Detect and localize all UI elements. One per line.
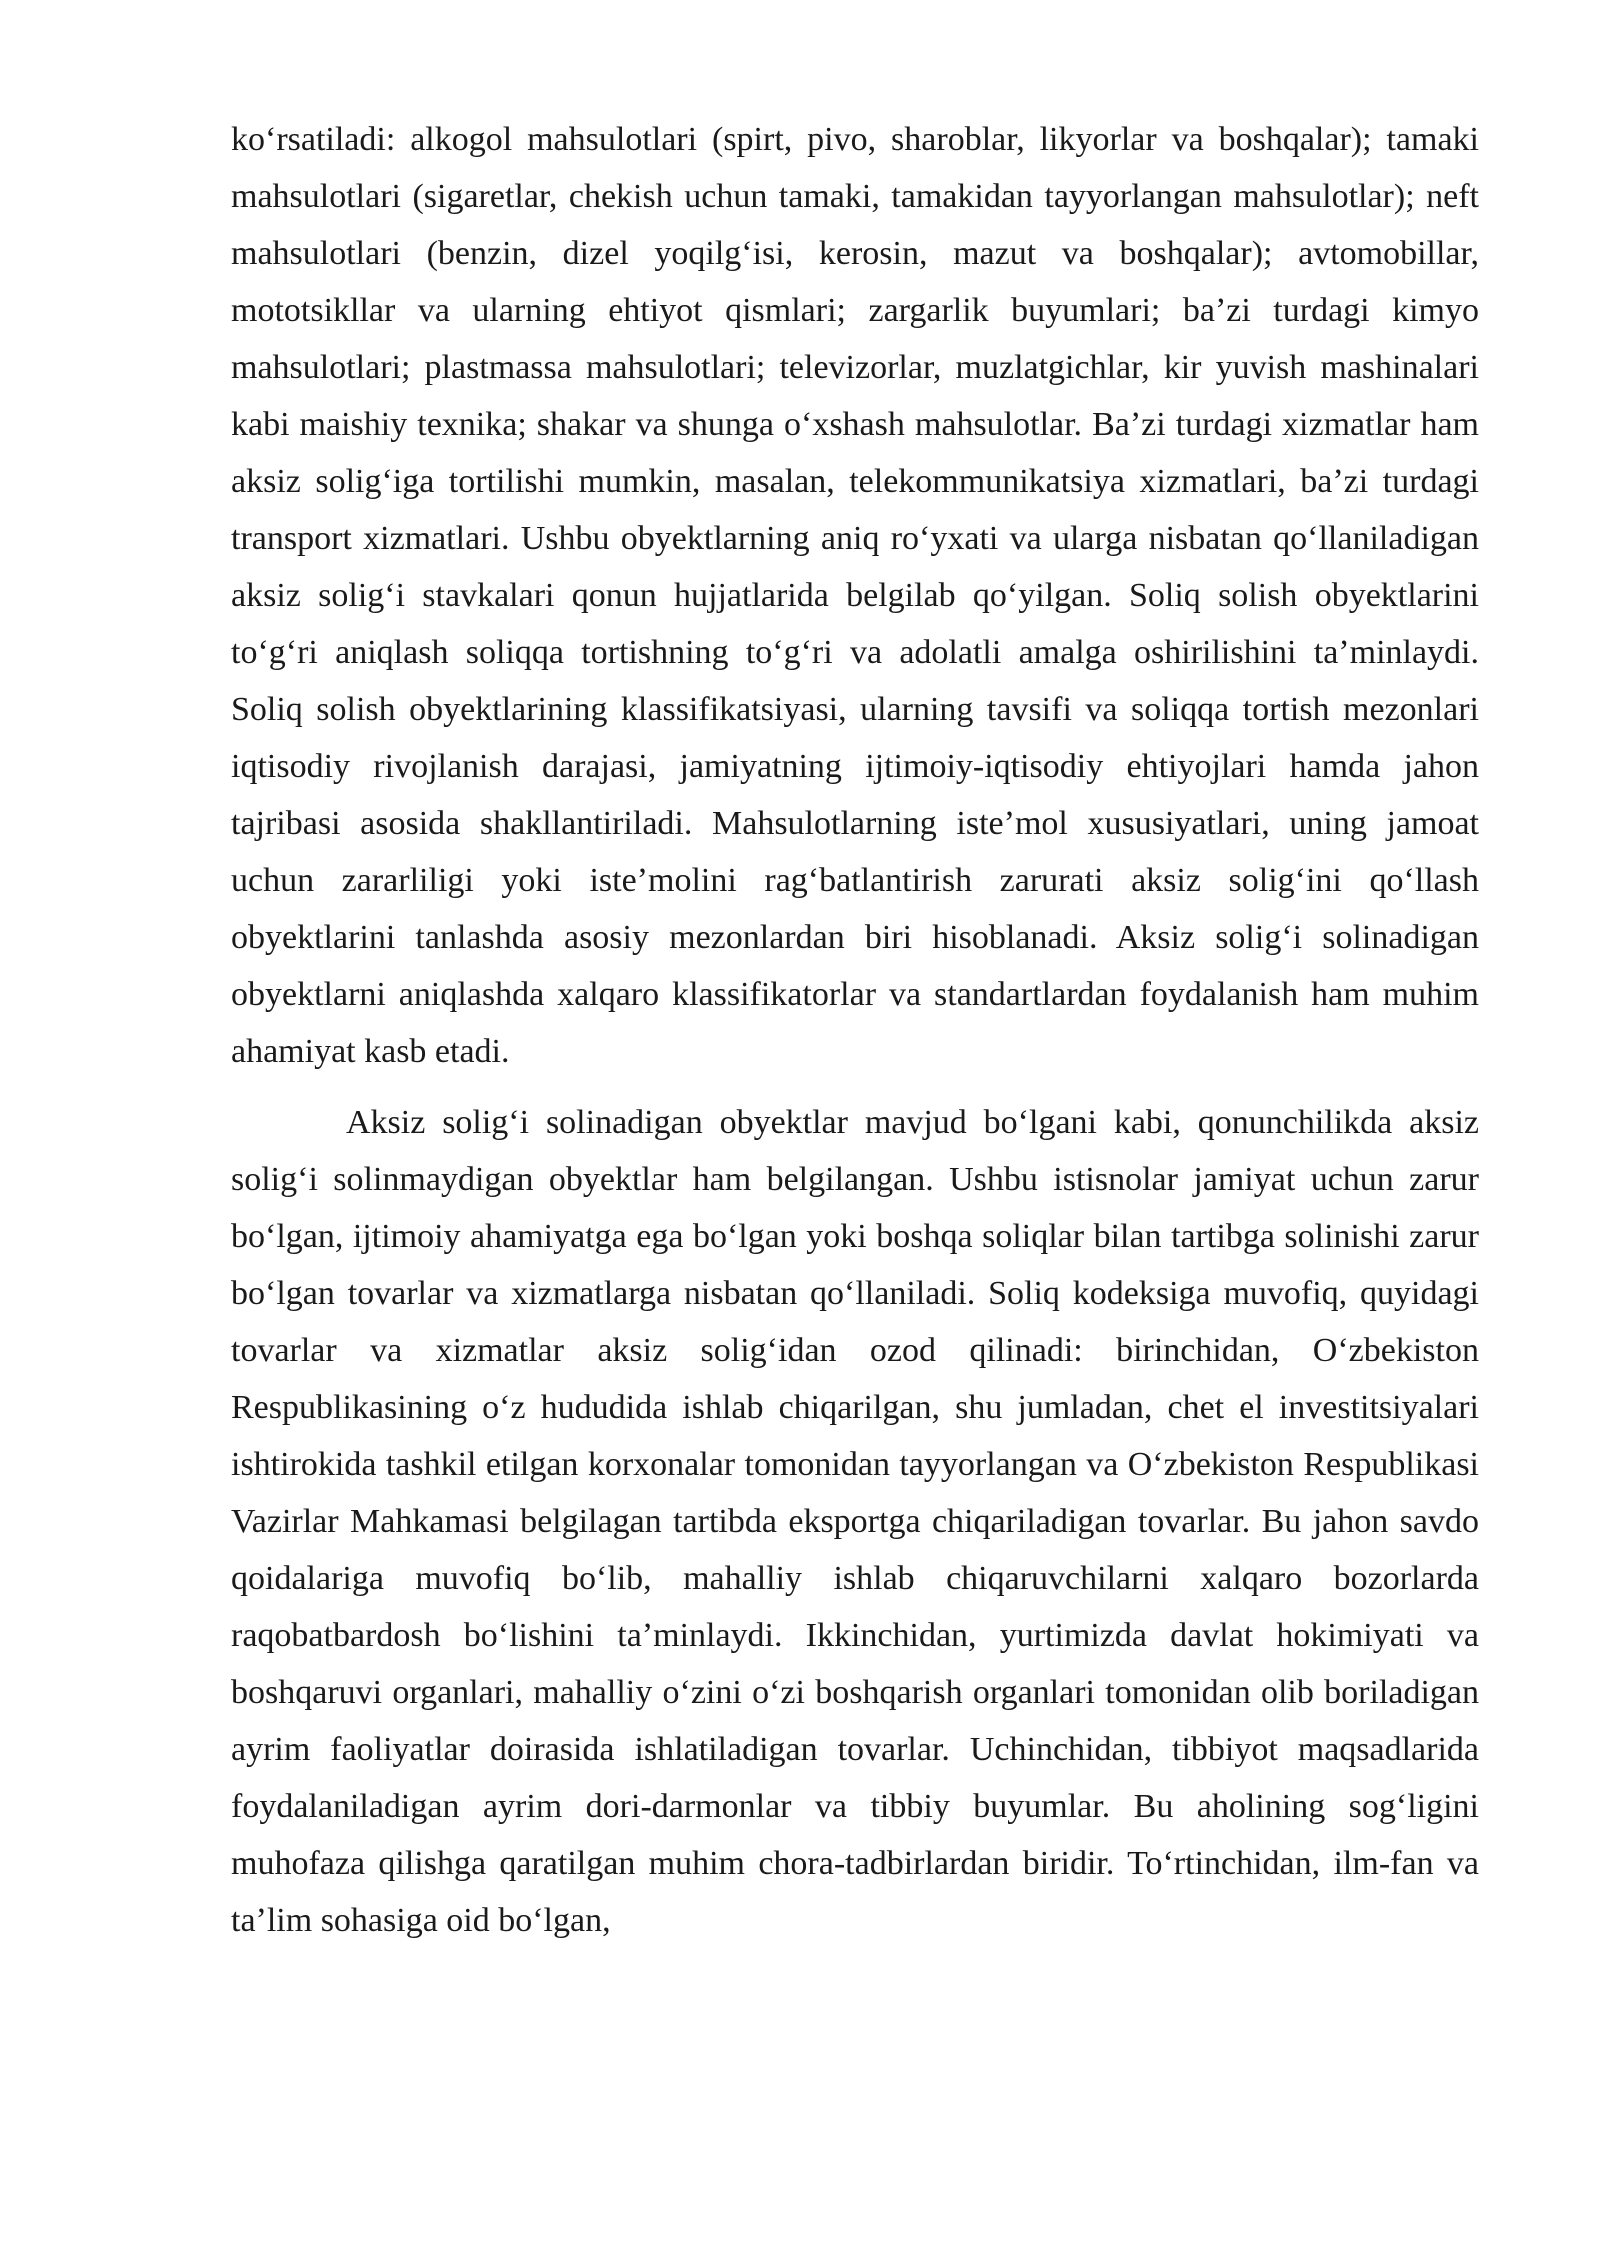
paragraph-exemptions: Aksiz soligʻi solinadigan obyektlar mavjud boʻlgani kabi, qonunchilikda aksiz soligʻi solinmaydigan obyektlar ham belgilangan. Ushbu istisnolar jamiyat uchun zarur boʻlgan, ijtimoiy ahamiyatga ega boʻlgan yoki boshqa soliqlar bilan tartibga solinishi zarur boʻlgan tovarlar va xizmatlarga nisbatan qoʻllaniladi. Soliq kodeksiga muvofiq, quyidagi tovarlar va xizmatlar aksiz soligʻidan ozod qilinadi: birinchidan, Oʻzbekiston Respublikasining oʻz hududida ishlab chiqarilgan, shu jumladan, chet el investitsiyalari ishtirokida tashkil etilgan korxonalar tomonidan tayyorlangan va Oʻzbekiston Respublikasi Vazirlar Mahkamasi belgilagan tartibda eksportga chiqariladigan tovarlar. Bu jahon savdo qoidalariga muvofiq boʻlib, mahalliy ishlab chiqaruvchilarni xalqaro bozorlarda raqobatbardosh boʻlishini taʼminlaydi. Ikkinchidan, yurtimizda davlat hokimiyati va boshqaruvi organlari, mahalliy oʻzini oʻzi boshqarish organlari tomonidan olib boriladigan ayrim faoliyatlar doirasida ishlatiladigan tovarlar. Uchinchidan, tibbiyot maqsadlarida foydalaniladigan ayrim dori-darmonlar va tibbiy buyumlar. Bu aholining sogʻligini muhofaza qilishga qaratilgan muhim chora-tadbirlardan biridir. Toʻrtinchidan, ilm-fan va taʼlim sohasiga oid boʻlgan, [231,1104,1479,1939]
body-text [231,111,1479,1949]
paragraph-objects-list: koʻrsatiladi: alkogol mahsulotlari (spirt, pivo, sharoblar, likyorlar va boshqalar); tamaki mahsulotlari (sigaretlar, chekish uchun tamaki, tamakidan tayyorlangan mahsulotlar); neft mahsulotlari (benzin, dizel yoqilgʻisi, kerosin, mazut va boshqalar); avtomobillar, mototsikllar va ularning ehtiyot qismlari; zargarlik buyumlari; baʼzi turdagi kimyo mahsulotlari; plastmassa mahsulotlari; televizorlar, muzlatgichlar, kir yuvish mashinalari kabi maishiy texnika; shakar va shunga oʻxshash mahsulotlar. Baʼzi turdagi xizmatlar ham aksiz soligʻiga tortilishi mumkin, masalan, telekommunikatsiya xizmatlari, baʼzi turdagi transport xizmatlari. Ushbu obyektlarning aniq roʻyxati va ularga nisbatan qoʻllaniladigan aksiz soligʻi stavkalari qonun hujjatlarida belgilab qoʻyilgan. Soliq solish obyektlarini toʻgʻri aniqlash soliqqa tortishning toʻgʻri va adolatli amalga oshirilishini taʼminlaydi. Soliq solish obyektlarining klassifikatsiyasi, ularning tavsifi va soliqqa tortish mezonlari iqtisodiy rivojlanish darajasi, jamiyatning ijtimoiy-iqtisodiy ehtiyojlari hamda jahon tajribasi asosida shakllantiriladi. Mahsulotlarning isteʼmol xususiyatlari, uning jamoat uchun zararliligi yoki isteʼmolini ragʻbatlantirish zarurati aksiz soligʻini qoʻllash obyektlarini tanlashda asosiy mezonlardan biri hisoblanadi. Aksiz soligʻi solinadigan obyektlarni aniqlashda xalqaro klassifikatorlar va standartlardan foydalanish ham muhim ahamiyat kasb etadi. [231,121,1479,1070]
